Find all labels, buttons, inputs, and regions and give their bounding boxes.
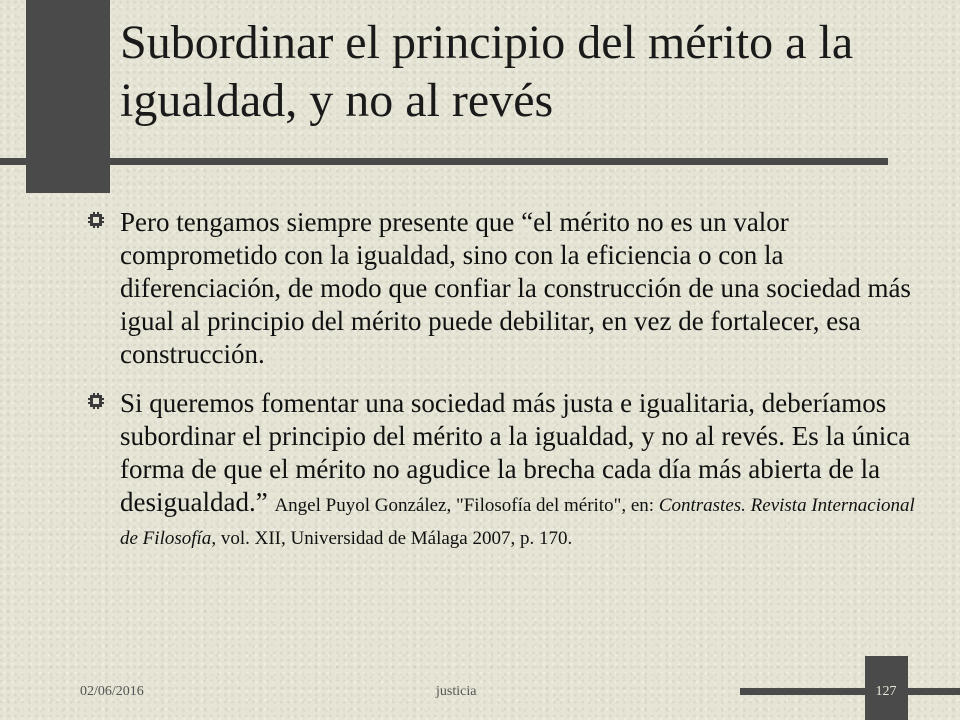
bullet-item [88,206,928,371]
slide-title: Subordinar el principio del mérito a la igualdad, y no al revés [120,16,854,127]
bullet-text: Pero tengamos siempre presente que “el mérito no es un valor comprometido con la igualdad, sino con la eficiencia o con la diferenciación, de modo que confiar la construcción de una sociedad más igual al principio del mérito puede debilitar, en vez de fortalecer, esa construcción. [120,207,911,369]
citation-journal: Contrastes. Revista Internacional de Filosofía [120,495,915,549]
bullet-text: Si queremos fomentar una sociedad más justa e igualitaria, deberíamos subordinar el principio del mérito a la igualdad, y no al revés. Es la única forma de que el mérito no agudice la brecha cada día más abierta de la desigualdad.” [120,388,911,517]
decor-horizontal-bar [0,158,888,165]
footer-topic: justicia [436,684,477,699]
hash-bullet-icon [88,212,104,228]
citation-author: Angel Puyol González, "Filosofía del mérito", en: [274,495,659,516]
footer-date: 02/06/2016 [80,684,144,699]
bullet-item [88,387,928,552]
page-number: 127 [875,684,897,699]
slide-body [88,206,928,552]
citation-details: , vol. XII, Universidad de Málaga 2007, p. 170. [211,528,573,549]
hash-bullet-icon [88,393,104,409]
decor-footer-bar [740,688,960,695]
